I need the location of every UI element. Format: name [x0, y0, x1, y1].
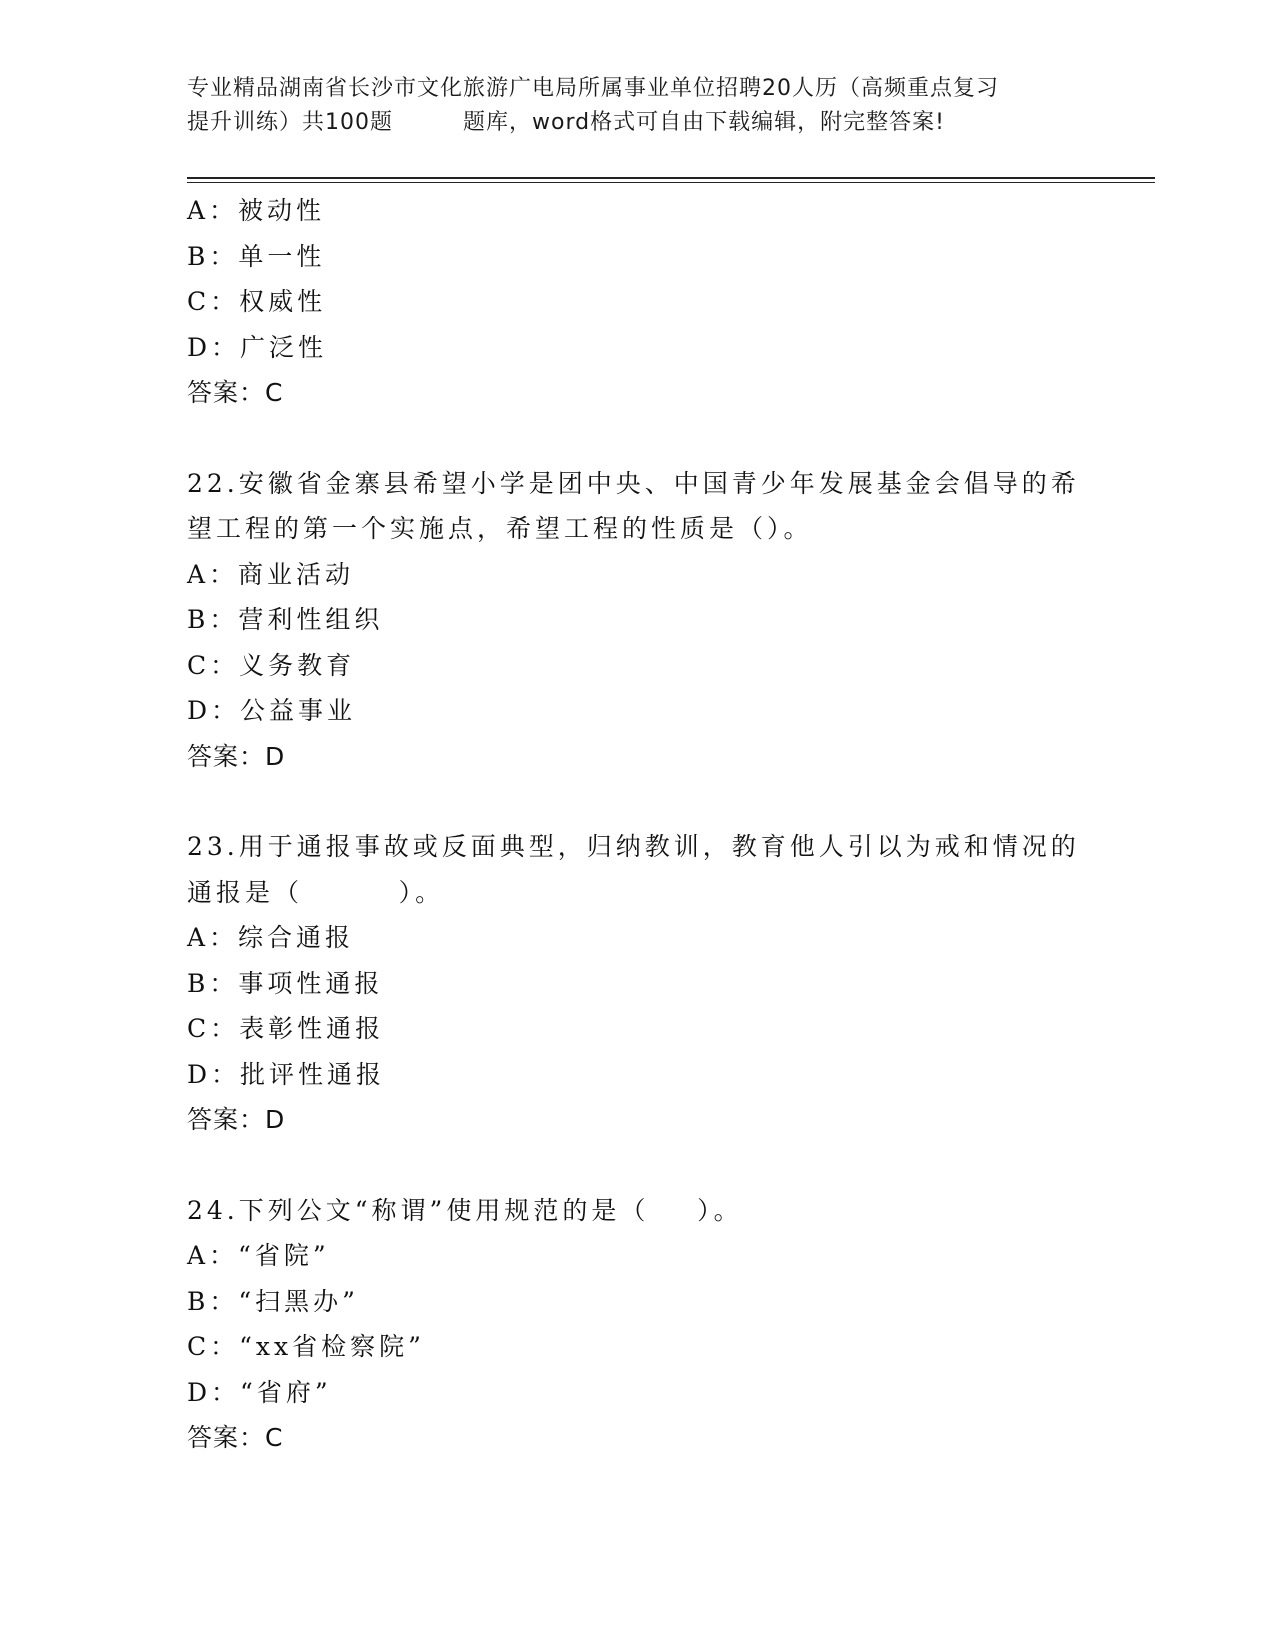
option-b: B：事项性通报	[187, 968, 384, 998]
option-a: A：商业活动	[187, 559, 355, 589]
question-23-stem-line-2: 通报是（ ）。	[187, 877, 445, 907]
question-23-stem-line-1: 23.用于通报事故或反面典型，归纳教训，教育他人引以为戒和情况的	[187, 832, 1080, 861]
question-22-stem-line-2: 望工程的第一个实施点，希望工程的性质是（）。	[187, 514, 813, 543]
header-divider-thick	[187, 177, 1155, 179]
option-a: A：综合通报	[187, 923, 355, 952]
document-header	[187, 72, 1087, 140]
answer-22: 答案：D	[187, 741, 286, 771]
question-22-stem-line-1: 22.安徽省金寨县希望小学是团中央、中国青少年发展基金会倡导的希	[187, 468, 1080, 498]
answer-24: 答案：C	[187, 1423, 284, 1452]
spacer	[187, 779, 1087, 824]
option-d: D：公益事业	[187, 696, 357, 725]
spacer	[187, 416, 1087, 461]
option-d: D：批评性通报	[187, 1059, 386, 1089]
header-line-2-part-2: 题库，word格式可自由下载编辑，附完整答案!	[463, 110, 945, 135]
option-a: A：“省院”	[187, 1241, 330, 1270]
option-d: D：广泛性	[187, 332, 328, 362]
option-a: A：被动性	[187, 196, 326, 225]
answer-23: 答案：D	[187, 1105, 286, 1134]
option-c: C：表彰性通报	[187, 1014, 385, 1043]
option-b: B：单一性	[187, 241, 326, 271]
answer-21: 答案：C	[187, 378, 284, 407]
question-24-stem-line-1: 24.下列公文“称谓”使用规范的是（ ）。	[187, 1195, 743, 1225]
header-line-1: 专业精品湖南省长沙市文化旅游广电局所属事业单位招聘20人历（高频重点复习	[187, 76, 999, 101]
option-b: B：营利性组织	[187, 605, 384, 634]
question-24	[187, 1188, 1087, 1461]
header-line-2-part-1: 提升训练）共100题	[187, 110, 393, 135]
question-21	[187, 188, 1087, 416]
option-b: B：“扫黑办”	[187, 1286, 359, 1316]
option-d: D：“省府”	[187, 1377, 332, 1407]
header-line-2	[187, 106, 1087, 140]
option-c: C：义务教育	[187, 650, 356, 680]
header-divider-thin	[187, 182, 1155, 183]
spacer	[187, 1143, 1087, 1188]
question-22	[187, 461, 1087, 780]
question-23	[187, 824, 1087, 1143]
question-list	[187, 188, 1087, 1461]
option-c: C：“xx省检察院”	[187, 1332, 425, 1361]
option-c: C：权威性	[187, 287, 327, 316]
